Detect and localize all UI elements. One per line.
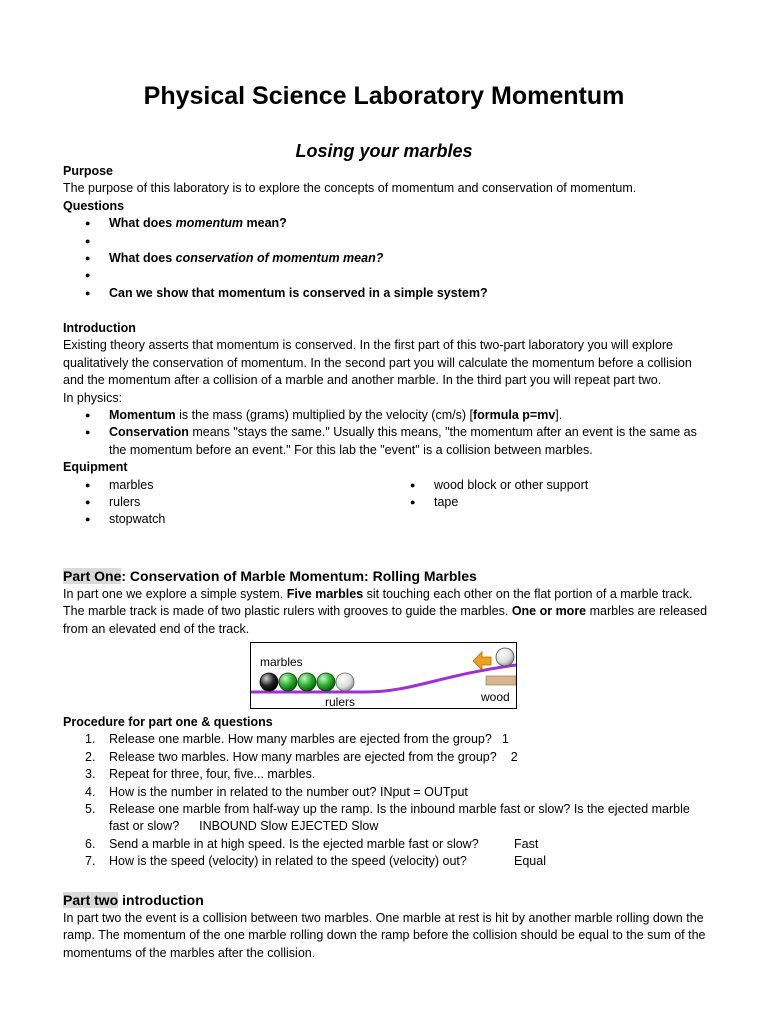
in-physics-label: In physics: xyxy=(63,390,123,405)
marbles-label: marbles xyxy=(260,655,303,669)
definition-momentum: ● Momentum is the mass (grams) multiplied by the velocity (cm/s) [formula p=mv]. xyxy=(63,407,713,424)
wood-block xyxy=(486,676,516,685)
part-two-section xyxy=(63,890,713,962)
marble-track-svg xyxy=(251,643,516,708)
spacer xyxy=(63,267,713,284)
part-one-text: In part one we explore a simple system. Five marbles sit touching each other on the flat portion of a marble track. The marble track is made of two plastic rulers with grooves to guide the marbles. One or more marbles are released from an elevated end of the track. xyxy=(63,587,708,636)
procedure-item: 3. Repeat for three, four, five... marbles. xyxy=(85,767,316,782)
marble-green-3 xyxy=(317,673,335,691)
answer: INBOUND Slow EJECTED Slow xyxy=(199,819,379,834)
introduction-heading: Introduction xyxy=(63,321,136,335)
marble-track-diagram xyxy=(250,642,517,709)
marble-white xyxy=(336,673,354,691)
answer: 1 xyxy=(501,732,509,747)
procedure-item: 7. How is the speed (velocity) in related to the speed (velocity) out? Equal xyxy=(63,853,713,870)
equipment-item: ● wood block or other support xyxy=(388,477,713,494)
page-title: Physical Science Laboratory Momentum xyxy=(143,82,625,110)
purpose-heading: Purpose xyxy=(63,164,114,178)
equipment-item: ● tape xyxy=(388,494,713,511)
questions-heading: Questions xyxy=(63,198,125,213)
introduction-section xyxy=(63,320,713,529)
answer: 2 xyxy=(510,749,518,764)
arrow-icon xyxy=(473,652,491,670)
equipment-right-column xyxy=(388,477,713,529)
spacer xyxy=(63,233,713,250)
marble-green-2 xyxy=(298,673,316,691)
part-two-heading xyxy=(63,890,713,910)
part-one-section xyxy=(63,566,713,638)
question-3: ● Can we show that momentum is conserved in a simple system? xyxy=(63,285,713,302)
procedure-section xyxy=(63,714,713,871)
question-1: ● What does momentum mean? xyxy=(63,215,713,232)
marble-black xyxy=(260,673,278,691)
equipment-list xyxy=(63,477,713,529)
questions-list xyxy=(63,215,713,302)
procedure-item: 5. Release one marble from half-way up the ramp. Is the inbound marble fast or slow? Is the ejected marble fast or slow? INBOUND Slow EJECTED Slow xyxy=(63,801,713,836)
introduction-text: Existing theory asserts that momentum is conserved. In the first part of this two-part laboratory you will explore qualitatively the conservation of momentum. In the second part you will calculate the momentum before a collision and the momentum after a collision of a marble and another marble. In the third part you will repeat part two. xyxy=(63,338,692,388)
purpose-text: The purpose of this laboratory is to explore the concepts of momentum and conservation of momentum. xyxy=(63,181,637,196)
marble-released xyxy=(496,648,514,666)
answer: Equal xyxy=(514,854,546,869)
equipment-heading: Equipment xyxy=(63,460,128,475)
procedure-item: 4. How is the number in related to the number out? INput = OUTput xyxy=(85,784,468,799)
wood-label: wood xyxy=(481,690,510,704)
equipment-left-column xyxy=(63,477,388,529)
upper-section xyxy=(63,163,713,302)
page-subtitle: Losing your marbles xyxy=(295,141,473,161)
question-2: ● What does conservation of momentum mean? xyxy=(63,250,713,267)
procedure-heading: Procedure for part one & questions xyxy=(63,715,273,729)
procedure-item: 2. Release two marbles. How many marbles are ejected from the group? 2 xyxy=(63,749,713,766)
part-one-label: Part One xyxy=(63,568,122,584)
part-one-title: : Conservation of Marble Momentum: Rolling Marbles xyxy=(121,568,477,584)
answer: Fast xyxy=(514,836,539,851)
definitions-list xyxy=(63,407,713,459)
equipment-item: ● rulers xyxy=(63,494,388,511)
part-two-text: In part two the event is a collision between two marbles. One marble at rest is hit by another marble rolling down the ramp. The momentum of the one marble rolling down the ramp before the collision should be equal to the sum of the momentums of the marbles after the collision. xyxy=(63,911,706,960)
part-two-title: introduction xyxy=(118,892,204,908)
equipment-item: ● stopwatch xyxy=(63,511,388,528)
equipment-item: ● marbles xyxy=(63,477,388,494)
rulers-label: rulers xyxy=(325,695,356,708)
procedure-item: 6. Send a marble in at high speed. Is the ejected marble fast or slow? Fast xyxy=(63,836,713,853)
procedure-item: 1. Release one marble. How many marbles are ejected from the group? 1 xyxy=(63,731,713,748)
part-two-label: Part two xyxy=(63,892,119,908)
definition-conservation: ● Conservation means "stays the same." Usually this means, "the momentum after an event is the same as the momentum before an event." For this lab the "event" is a collision between marbles. xyxy=(63,424,713,459)
procedure-list xyxy=(63,731,713,870)
marble-green-1 xyxy=(279,673,297,691)
part-one-heading xyxy=(63,566,713,586)
